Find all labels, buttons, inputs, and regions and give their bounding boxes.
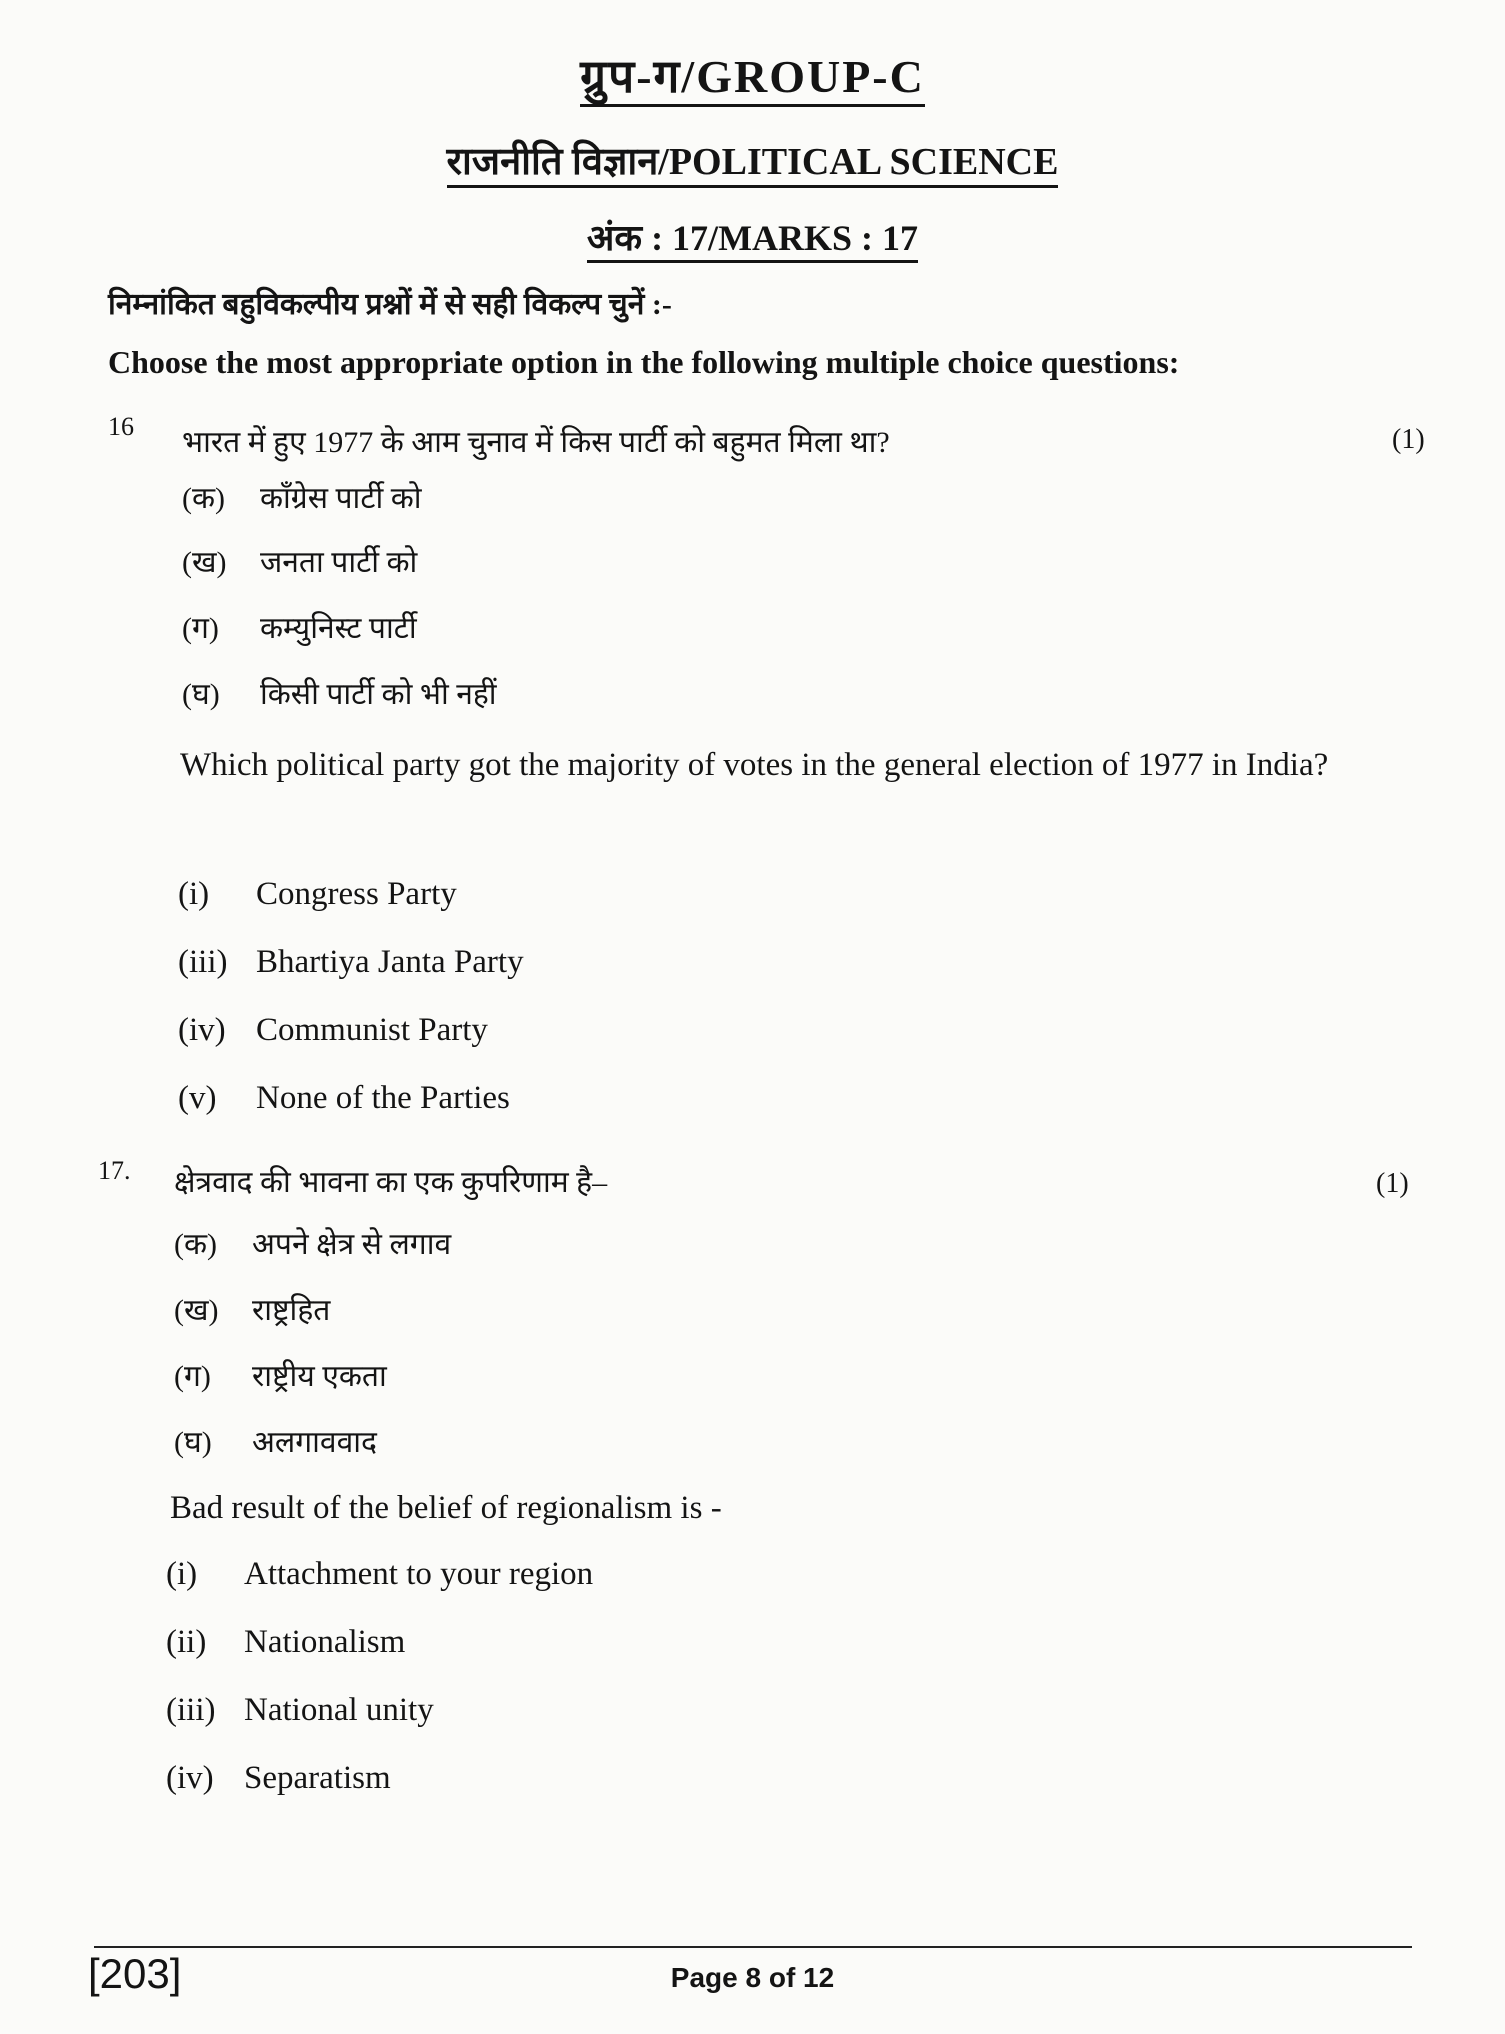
subject-heading: राजनीति विज्ञान/POLITICAL SCIENCE — [0, 134, 1505, 186]
instruction-hindi: निम्नांकित बहुविकल्पीय प्रश्नों में से सही विकल्प चुनें :- — [108, 288, 672, 321]
option-hindi: (ख) जनता पार्टी को — [182, 546, 418, 579]
option-english: (iii) National unity — [166, 1692, 434, 1728]
marks-heading: अंक : 17/MARKS : 17 — [0, 212, 1505, 261]
option-hindi: (क) काँग्रेस पार्टी को — [182, 482, 422, 515]
option-hindi: (ग) कम्युनिस्ट पार्टी — [182, 612, 417, 645]
paper-code: [203] — [88, 1950, 182, 1997]
question-number: 16 — [108, 412, 134, 441]
option-english: (ii) Nationalism — [166, 1624, 406, 1660]
question-text-hindi: भारत में हुए 1977 के आम चुनाव में किस पार्टी को बहुमत मिला था? — [182, 426, 890, 459]
question-marks: (1) — [1392, 424, 1425, 455]
option-english: (iii) Bhartiya Janta Party — [178, 944, 524, 980]
question-text-hindi: क्षेत्रवाद की भावना का एक कुपरिणाम है– — [174, 1166, 608, 1199]
option-hindi: (घ) किसी पार्टी को भी नहीं — [182, 678, 497, 711]
page-number: Page 8 of 12 — [670, 1962, 835, 1993]
option-english: (iv) Separatism — [166, 1760, 391, 1796]
option-hindi: (क) अपने क्षेत्र से लगाव — [174, 1228, 452, 1261]
group-heading: ग्रुप-ग/GROUP-C — [0, 44, 1505, 106]
footer-divider — [94, 1946, 1412, 1948]
question-number: 17. — [98, 1156, 131, 1185]
option-english: (i) Congress Party — [178, 876, 457, 912]
option-english: (v) None of the Parties — [178, 1080, 510, 1116]
question-text-english: Bad result of the belief of regionalism is - — [170, 1490, 722, 1526]
option-hindi: (ख) राष्ट्रहित — [174, 1294, 331, 1327]
option-english: (iv) Communist Party — [178, 1012, 488, 1048]
question-marks: (1) — [1376, 1168, 1409, 1199]
question-text-english: Which political party got the majority of votes in the general election of 1977 in India? — [180, 747, 1329, 783]
option-hindi: (घ) अलगाववाद — [174, 1426, 377, 1459]
option-english: (i) Attachment to your region — [166, 1556, 594, 1592]
option-hindi: (ग) राष्ट्रीय एकता — [174, 1360, 387, 1393]
instruction-english: Choose the most appropriate option in the following multiple choice questions: — [108, 344, 1180, 380]
